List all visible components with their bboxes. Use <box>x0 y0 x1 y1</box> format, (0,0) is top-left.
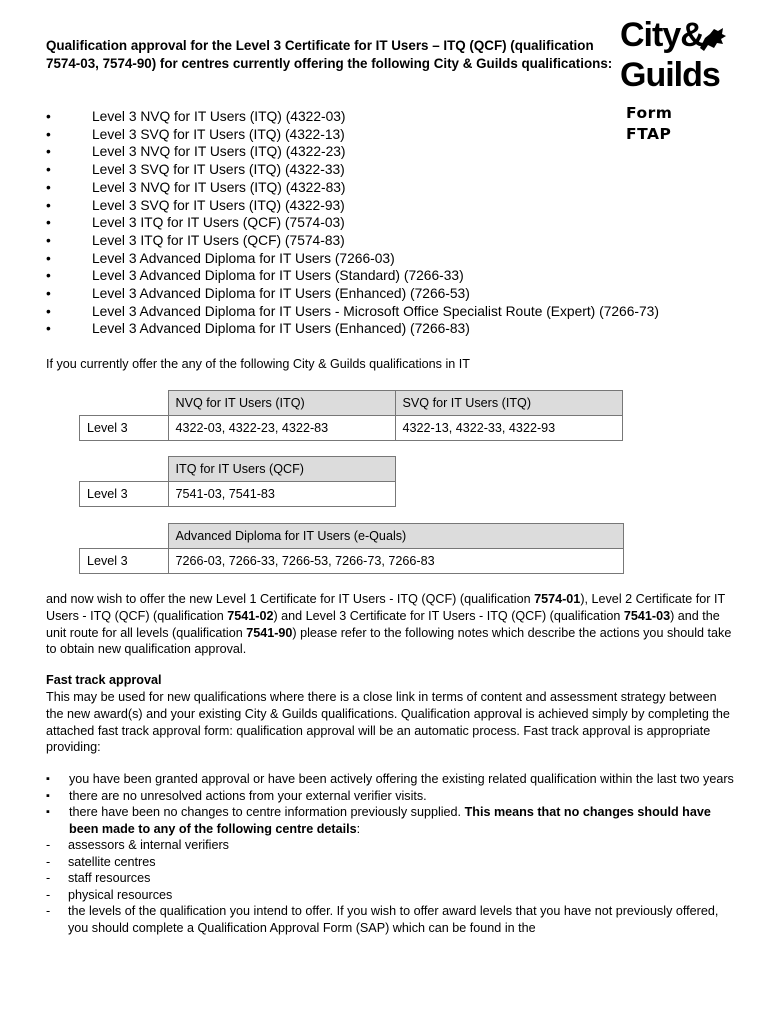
city-guilds-logo <box>620 18 740 98</box>
list-item: - the levels of the qualification you intend to offer. If you wish to offer award levels that you have not previously offered, you should complete a Qualification Approval Form (SAP) which can be found in the <box>46 903 736 936</box>
list-item: • Level 3 Advanced Diploma for IT Users (Standard) (7266-33) <box>46 267 746 285</box>
list-item: • Level 3 Advanced Diploma for IT Users (Enhanced) (7266-53) <box>46 285 746 303</box>
list-item: • Level 3 Advanced Diploma for IT Users (7266-03) <box>46 250 746 268</box>
list-item: ▪ there have been no changes to centre information previously supplied. This means that no changes should have been made to any of the following centre details: - assessors & internal verifiers - satellite centres - staff resources - physical resources - the levels of the qualification you intend to offer. If you wish to offer award levels that you have not previously offered, you should complete a Qualification Approval Form (SAP) which can be found in the <box>46 804 736 936</box>
form-code: FTAP <box>626 125 672 143</box>
table-header: ITQ for IT Users (QCF) <box>168 457 395 482</box>
logo-guilds-text: Guilds <box>620 56 720 94</box>
table-cell: 7541-03, 7541-83 <box>168 482 395 507</box>
list-item: - satellite centres <box>46 854 736 871</box>
nvq-svq-table <box>79 390 623 441</box>
table-header: Advanced Diploma for IT Users (e-Quals) <box>168 524 623 549</box>
list-item: ▪ there are no unresolved actions from your external verifier visits. <box>46 788 736 805</box>
offer-paragraph: and now wish to offer the new Level 1 Certificate for IT Users - ITQ (QCF) (qualification 7574-01), Level 2 Certificate for IT Users - ITQ (QCF) (qualification 7541-02) and Level 3 Certificate for IT Users - ITQ (QCF) (qualification 7541-03) and the unit route for all levels (qualification 7541-90) please refer to the following notes which describe the actions you should take to obtain new qualification approval. <box>46 592 732 657</box>
list-item: - physical resources <box>46 887 736 904</box>
list-item: • Level 3 Advanced Diploma for IT Users (Enhanced) (7266-83) <box>46 320 746 338</box>
fast-track-body: This may be used for new qualifications where there is a close link in terms of content and assessment strategy between the new award(s) and your existing City & Guilds qualifications. Qualification approval is achieved simply by completing the attached fast track approval form: qualification approval will be an automatic process. Fast track approval is appropriate providing: <box>46 690 730 755</box>
itq-table <box>79 456 396 507</box>
list-item: ▪ you have been granted approval or have been actively offering the existing related qualification within the last two years <box>46 771 736 788</box>
list-item: • Level 3 NVQ for IT Users (ITQ) (4322-83) <box>46 179 746 197</box>
advanced-diploma-table <box>79 523 624 574</box>
list-item: • Level 3 ITQ for IT Users (QCF) (7574-03) <box>46 214 746 232</box>
lion-icon <box>696 26 728 54</box>
qualification-list <box>46 108 746 338</box>
centre-details-list <box>46 837 736 936</box>
table-cell: 7266-03, 7266-33, 7266-53, 7266-73, 7266-83 <box>168 549 623 574</box>
row-label: Level 3 <box>80 549 169 574</box>
table-header: NVQ for IT Users (ITQ) <box>168 391 395 416</box>
fast-track-heading: Fast track approval <box>46 673 162 687</box>
condition-list <box>46 771 736 936</box>
list-item: • Level 3 Advanced Diploma for IT Users - Microsoft Office Specialist Route (Expert) (7266-73) <box>46 303 746 321</box>
list-item: • Level 3 SVQ for IT Users (ITQ) (4322-13) <box>46 126 746 144</box>
list-item: • Level 3 NVQ for IT Users (ITQ) (4322-23) <box>46 143 746 161</box>
row-label: Level 3 <box>80 416 169 441</box>
table-cell: 4322-03, 4322-23, 4322-83 <box>168 416 395 441</box>
list-item: - staff resources <box>46 870 736 887</box>
intro-text: If you currently offer the any of the following City & Guilds qualifications in IT <box>46 357 470 371</box>
form-word: Form <box>626 104 673 122</box>
row-label: Level 3 <box>80 482 169 507</box>
logo-city-text: City& <box>620 16 704 54</box>
list-item: • Level 3 SVQ for IT Users (ITQ) (4322-93) <box>46 197 746 215</box>
list-item: - assessors & internal verifiers <box>46 837 736 854</box>
list-item: • Level 3 ITQ for IT Users (QCF) (7574-83) <box>46 232 746 250</box>
list-item: • Level 3 NVQ for IT Users (ITQ) (4322-03) <box>46 108 746 126</box>
list-item: • Level 3 SVQ for IT Users (ITQ) (4322-33) <box>46 161 746 179</box>
table-header: SVQ for IT Users (ITQ) <box>395 391 622 416</box>
document-title: Qualification approval for the Level 3 Certificate for IT Users – ITQ (QCF) (qualification 7574-03, 7574-90) for centres currently offering the following City & Guilds qualifications: <box>46 38 613 71</box>
table-cell: 4322-13, 4322-33, 4322-93 <box>395 416 622 441</box>
